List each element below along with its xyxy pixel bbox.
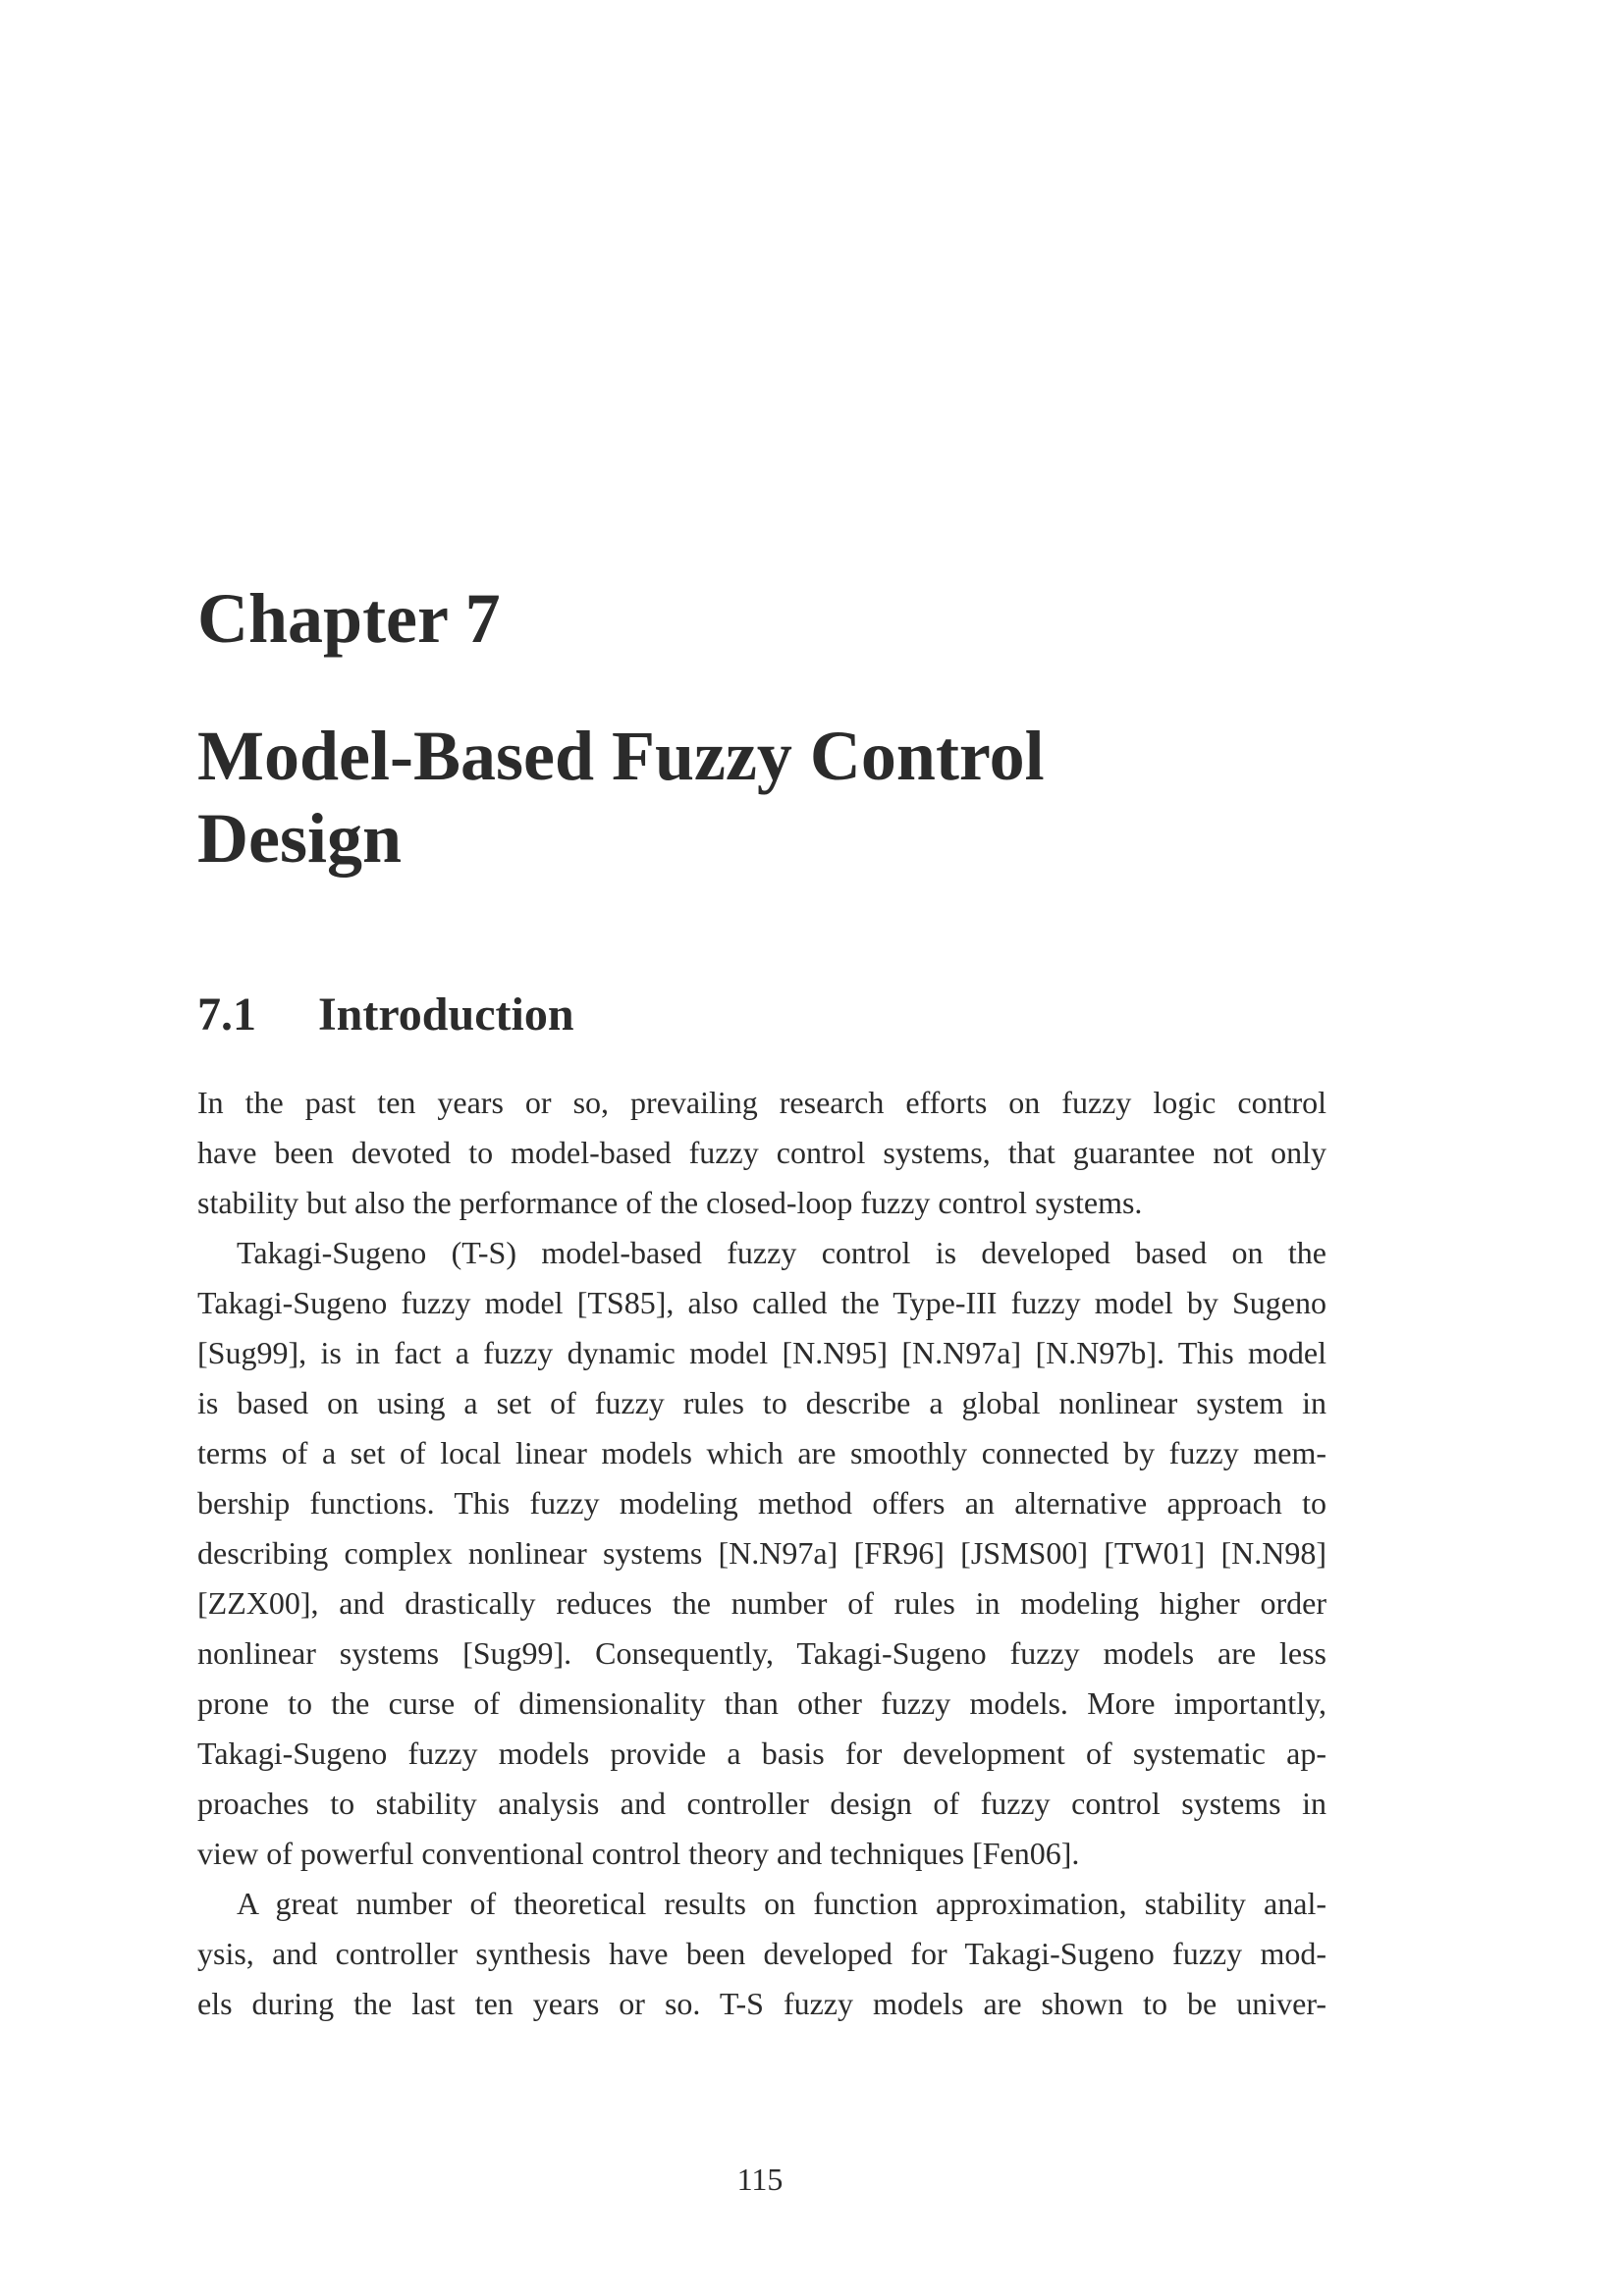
chapter-label: Chapter 7 [197,579,501,658]
chapter-title-line: Design [197,799,403,878]
text-line: Takagi-Sugeno fuzzy model [TS85], also called the Type-III fuzzy model by Sugeno [197,1285,1326,1320]
text-line: In the past ten years or so, prevailing research efforts on fuzzy logic control [197,1085,1326,1120]
paragraph [197,1879,1326,2029]
text-line: prone to the curse of dimensionality than other fuzzy models. More importantly, [197,1685,1326,1721]
text-line: A great number of theoretical results on function approximation, stability anal- [237,1886,1326,1921]
page-number: 115 [736,2162,784,2197]
paragraph [197,1228,1326,1879]
text-line: Takagi-Sugeno (T-S) model-based fuzzy control is developed based on the [237,1235,1326,1270]
text-line: describing complex nonlinear systems [N.N97a] [FR96] [JSMS00] [TW01] [N.N98] [197,1535,1326,1571]
text-line: view of powerful conventional control theory and techniques [Fen06]. [197,1836,1080,1871]
section-title: Introduction [318,988,574,1041]
text-line: Takagi-Sugeno fuzzy models provide a basis for development of systematic ap- [197,1735,1326,1771]
text-line: els during the last ten years or so. T-S fuzzy models are shown to be univer- [197,1986,1326,2021]
text-line: ysis, and controller synthesis have been developed for Takagi-Sugeno fuzzy mod- [197,1936,1326,1971]
text-line: [Sug99], is in fact a fuzzy dynamic model [N.N95] [N.N97a] [N.N97b]. This model [197,1335,1326,1370]
text-line: is based on using a set of fuzzy rules to describe a global nonlinear system in [197,1385,1326,1420]
text-line: have been devoted to model-based fuzzy control systems, that guarantee not only [197,1135,1326,1170]
text-line: stability but also the performance of the closed-loop fuzzy control systems. [197,1185,1143,1220]
body-text [197,1078,1326,2029]
text-line: bership functions. This fuzzy modeling method offers an alternative approach to [197,1485,1326,1521]
chapter-title [197,715,1376,880]
text-line: nonlinear systems [Sug99]. Consequently, Takagi-Sugeno fuzzy models are less [197,1635,1326,1671]
text-line: [ZZX00], and drastically reduces the number of rules in modeling higher order [197,1585,1326,1621]
text-line: proaches to stability analysis and controller design of fuzzy control systems in [197,1786,1326,1821]
section-number: 7.1 [197,988,256,1041]
chapter-title-line: Model-Based Fuzzy Control [197,717,1045,795]
paragraph [197,1078,1326,1228]
section-heading [197,986,574,1044]
text-line: terms of a set of local linear models which are smoothly connected by fuzzy mem- [197,1435,1326,1470]
